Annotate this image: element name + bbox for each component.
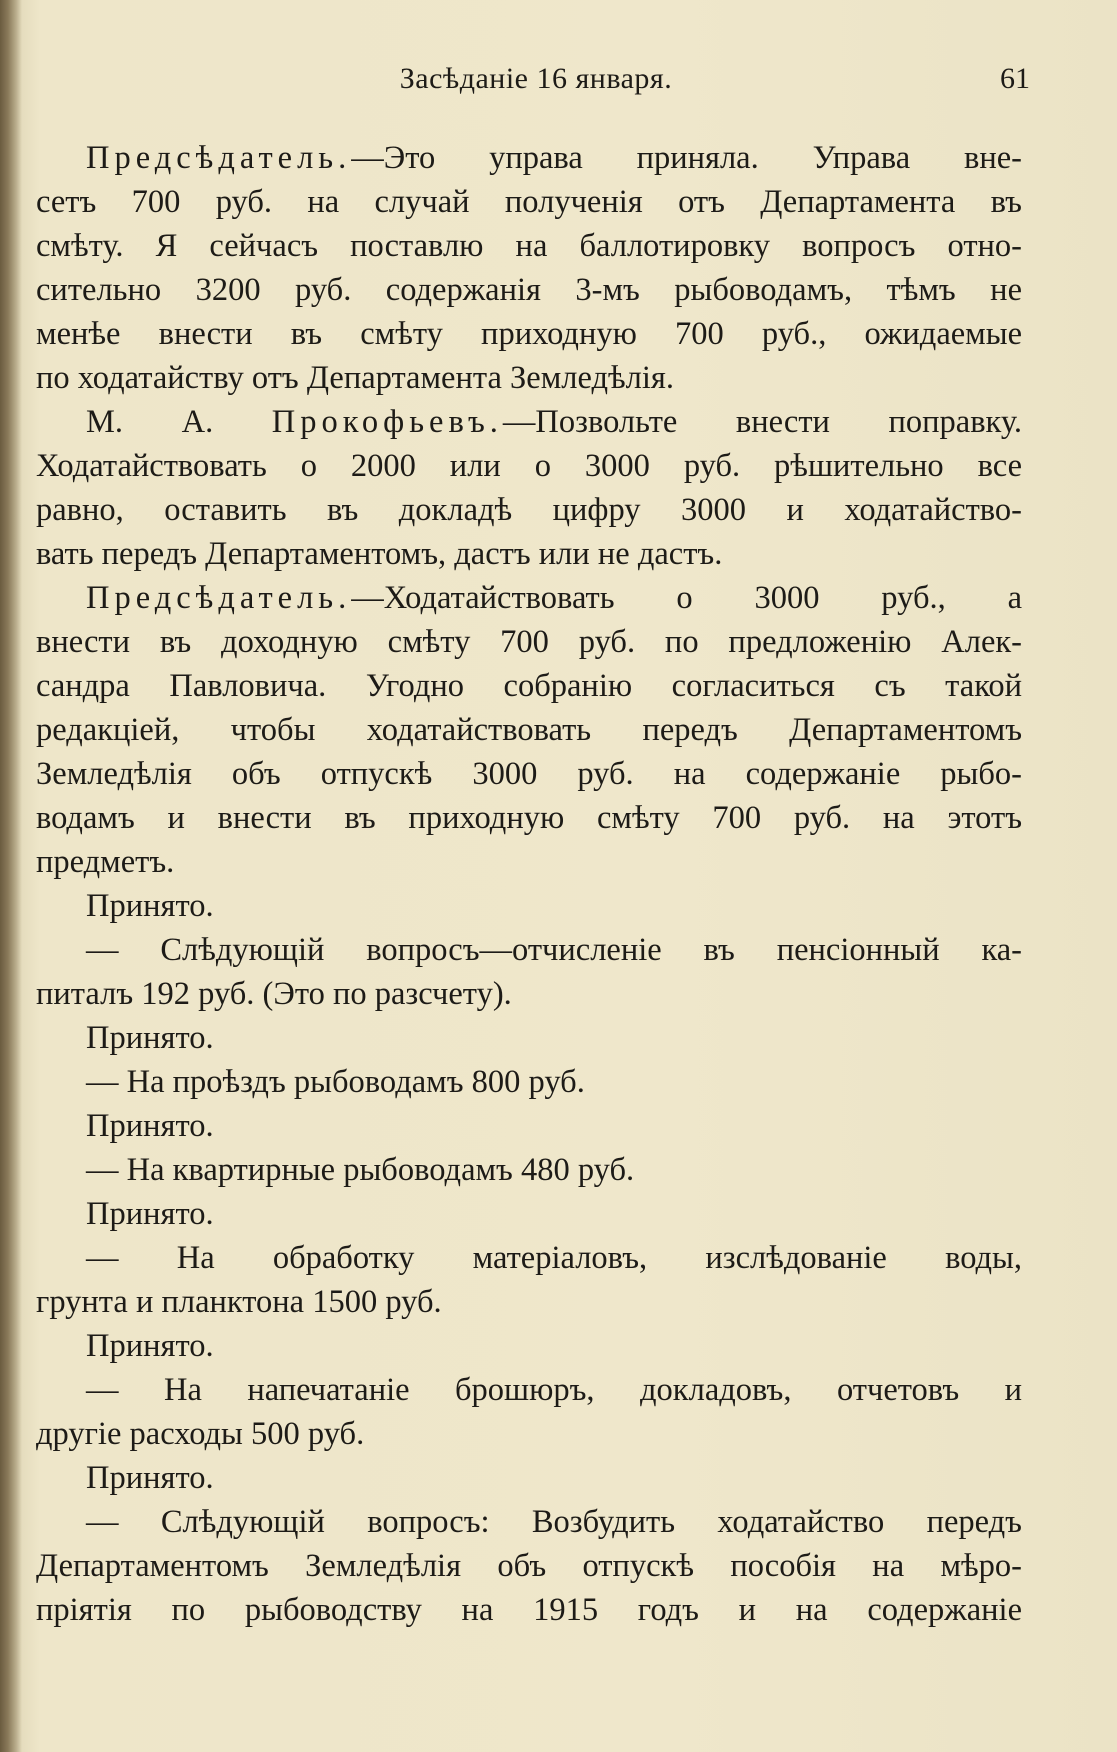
book-spine-shadow <box>0 0 22 1752</box>
text-line: равно, оставить въ докладѣ цифру 3000 и ходатайство- <box>36 492 1022 528</box>
text-line: сительно 3200 руб. содержанія 3-мъ рыбоводамъ, тѣмъ не <box>36 272 1022 308</box>
text-line: смѣту. Я сейчасъ поставлю на баллотировку вопросъ отно- <box>36 228 1022 264</box>
text-line: Ходатайствовать о 2000 или о 3000 руб. рѣшительно все <box>36 448 1022 484</box>
text-line: Земледѣлія объ отпускѣ 3000 руб. на содержаніе рыбо- <box>36 756 1022 792</box>
running-title: Засѣданіе 16 января. <box>399 62 673 95</box>
page-number: 61 <box>1000 62 1030 95</box>
text-line: Департаментомъ Земледѣлія объ отпускѣ пособія на мѣро- <box>36 1548 1022 1584</box>
text-line: сандра Павловича. Угодно собранію согласиться съ такой <box>36 668 1022 704</box>
speech-text: —Это управа приняла. Управа вне- <box>351 140 1022 176</box>
text-line: — Слѣдующій вопросъ—отчисленіе въ пенсіонный ка- <box>86 932 1022 968</box>
text-line: водамъ и внести въ приходную смѣту 700 руб. на этотъ <box>36 800 1022 836</box>
speaker-initials: М. А. <box>86 404 214 440</box>
accepted-note: Принято. <box>86 1020 214 1056</box>
accepted-note: Принято. <box>86 1108 214 1144</box>
page-header <box>36 62 1036 102</box>
accepted-note: Принято. <box>86 1328 214 1364</box>
text-line: внести въ доходную смѣту 700 руб. по предложенію Алек- <box>36 624 1022 660</box>
text-line: — На напечатаніе брошюръ, докладовъ, отчетовъ и <box>86 1372 1022 1408</box>
text-line: грунта и планктона 1500 руб. <box>36 1284 442 1320</box>
accepted-note: Принято. <box>86 888 214 924</box>
text-line: редакціей, чтобы ходатайствовать передъ Департаментомъ <box>36 712 1022 748</box>
text-line: предметъ. <box>36 844 175 880</box>
text-line: менѣе внести въ смѣту приходную 700 руб., ожидаемые <box>36 316 1022 352</box>
text-line: питалъ 192 руб. (Это по разсчету). <box>36 976 512 1012</box>
text-line: — На обработку матеріаловъ, изслѣдованіе воды, <box>86 1240 1022 1276</box>
text-line: по ходатайству отъ Департамента Земледѣлія. <box>36 360 675 396</box>
speaker-name: Прокофьевъ. <box>271 404 503 440</box>
text-line: — На проѣздъ рыбоводамъ 800 руб. <box>86 1064 585 1100</box>
speech-text: —Ходатайствовать о 3000 руб., а <box>351 580 1022 616</box>
accepted-note: Принято. <box>86 1196 214 1232</box>
text-line: сетъ 700 руб. на случай полученія отъ Департамента въ <box>36 184 1022 220</box>
text-line: другіе расходы 500 руб. <box>36 1416 365 1452</box>
speech-text: —Позвольте внести поправку. <box>502 404 1023 440</box>
text-line <box>36 400 1022 444</box>
text-line: — На квартирные рыбоводамъ 480 руб. <box>86 1152 635 1188</box>
text-line <box>36 576 1022 620</box>
speaker-name: Предсѣдатель. <box>86 140 352 176</box>
text-line: — Слѣдующій вопросъ: Возбудить ходатайство передъ <box>86 1504 1022 1540</box>
text-line <box>36 136 1022 180</box>
text-line: вать передъ Департаментомъ, дастъ или не дастъ. <box>36 536 723 572</box>
page-body <box>36 136 1022 1632</box>
speaker-name: Предсѣдатель. <box>86 580 352 616</box>
text-line: пріятія по рыбоводству на 1915 годъ и на содержаніе <box>36 1592 1022 1628</box>
accepted-note: Принято. <box>86 1460 214 1496</box>
